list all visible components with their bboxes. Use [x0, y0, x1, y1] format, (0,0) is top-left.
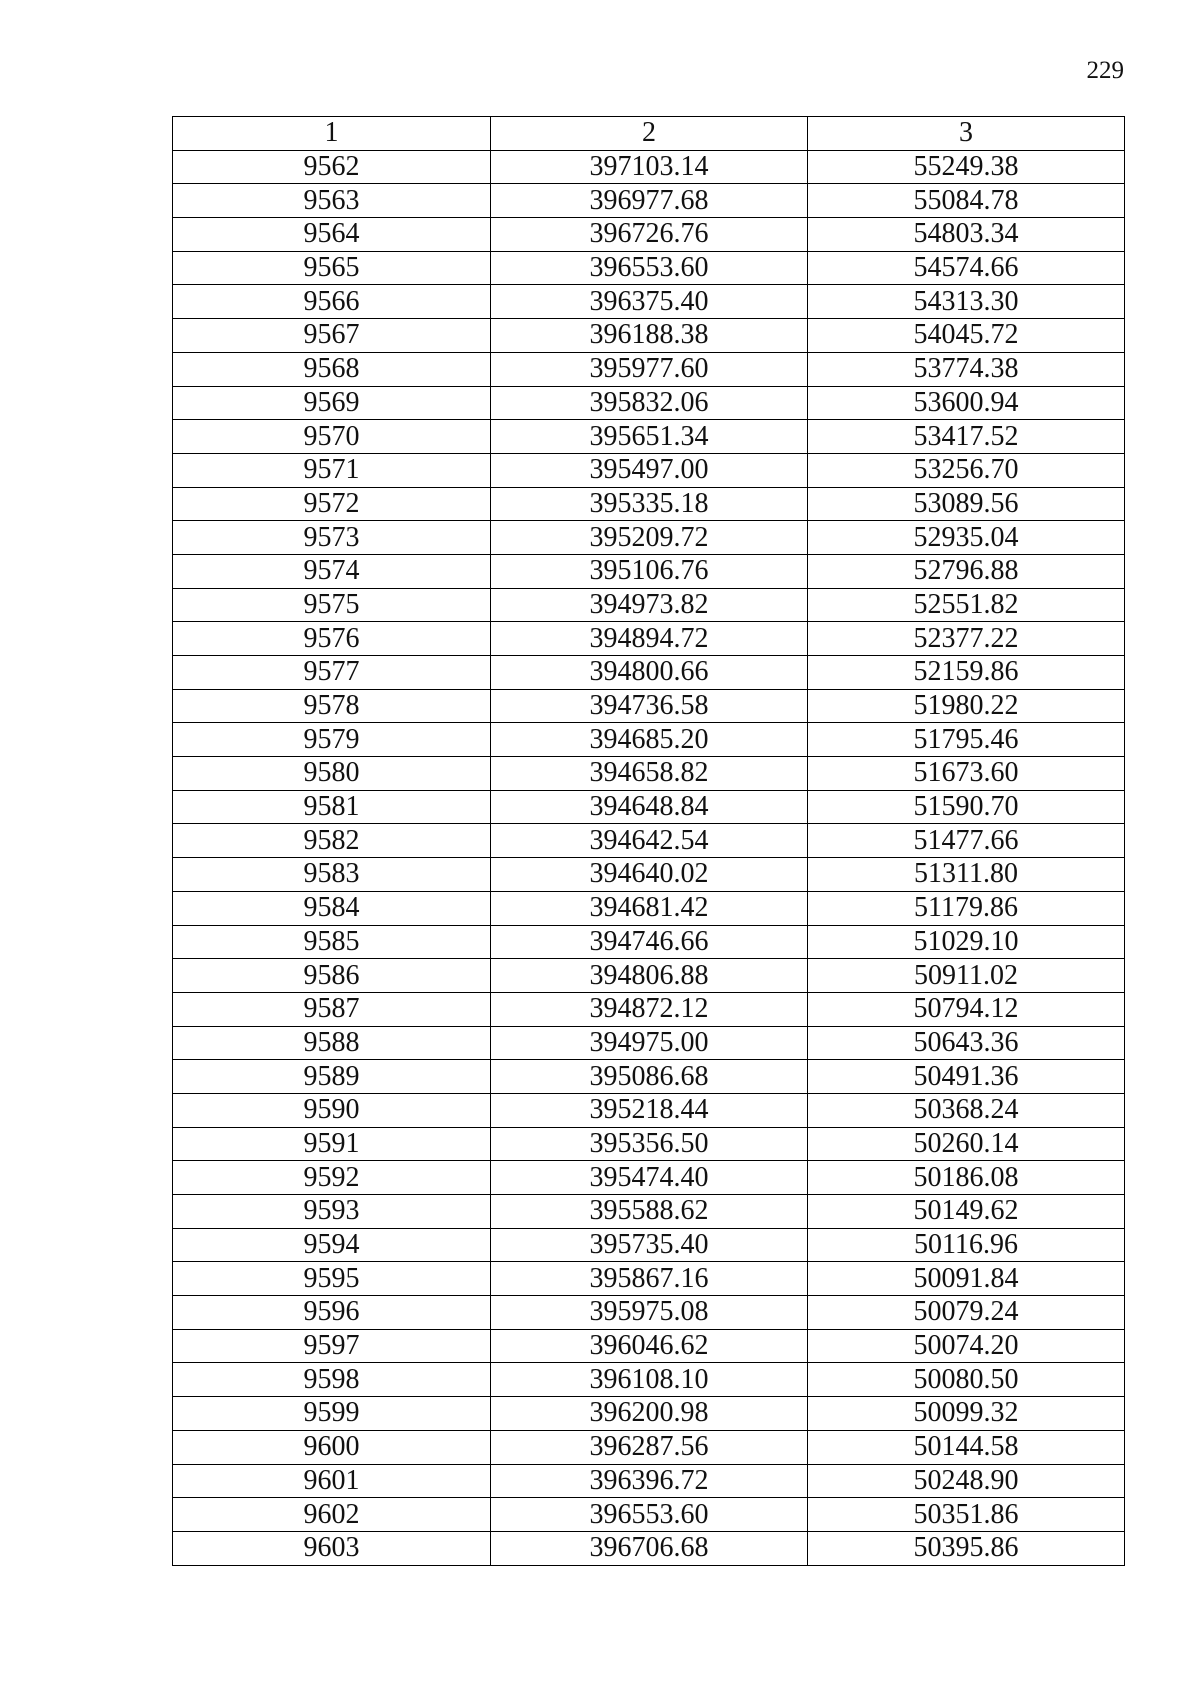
- table-cell-col-1: 9589: [173, 1060, 491, 1094]
- table-cell-col-1: 9579: [173, 723, 491, 757]
- table-cell-col-3: 55249.38: [808, 150, 1125, 184]
- table-cell-col-2: 394746.66: [491, 925, 808, 959]
- table-row: [173, 790, 1125, 824]
- table-cell-col-2: 395474.40: [491, 1161, 808, 1195]
- table-cell-col-2: 397103.14: [491, 150, 808, 184]
- table-cell-col-2: 394894.72: [491, 622, 808, 656]
- table-cell-col-3: 51477.66: [808, 824, 1125, 858]
- table-cell-col-1: 9592: [173, 1161, 491, 1195]
- table-cell-col-2: 395867.16: [491, 1262, 808, 1296]
- table-cell-col-2: 395588.62: [491, 1195, 808, 1229]
- table-cell-col-1: 9591: [173, 1127, 491, 1161]
- table-cell-col-2: 394648.84: [491, 790, 808, 824]
- table-header: [173, 117, 1125, 151]
- table-cell-col-3: 50794.12: [808, 992, 1125, 1026]
- table-cell-col-1: 9567: [173, 319, 491, 353]
- table-cell-col-3: 50091.84: [808, 1262, 1125, 1296]
- table-cell-col-2: 394681.42: [491, 891, 808, 925]
- table-cell-col-2: 395977.60: [491, 352, 808, 386]
- table-cell-col-3: 51029.10: [808, 925, 1125, 959]
- table-cell-col-2: 395356.50: [491, 1127, 808, 1161]
- table-cell-col-1: 9564: [173, 218, 491, 252]
- table-cell-col-2: 394975.00: [491, 1026, 808, 1060]
- table-cell-col-3: 51311.80: [808, 858, 1125, 892]
- table-header-cell-col-1: 1: [173, 117, 491, 151]
- table-row: [173, 420, 1125, 454]
- table-cell-col-2: 396046.62: [491, 1329, 808, 1363]
- table-cell-col-2: 394658.82: [491, 757, 808, 791]
- table-cell-col-1: 9593: [173, 1195, 491, 1229]
- table-cell-col-2: 395106.76: [491, 554, 808, 588]
- table-cell-col-2: 395735.40: [491, 1228, 808, 1262]
- table-row: [173, 1093, 1125, 1127]
- table-cell-col-3: 53256.70: [808, 453, 1125, 487]
- table-cell-col-3: 50248.90: [808, 1464, 1125, 1498]
- table-cell-col-2: 394872.12: [491, 992, 808, 1026]
- table-cell-col-3: 50116.96: [808, 1228, 1125, 1262]
- table-cell-col-2: 396553.60: [491, 251, 808, 285]
- table-row: [173, 925, 1125, 959]
- table-cell-col-2: 395832.06: [491, 386, 808, 420]
- table-cell-col-3: 52377.22: [808, 622, 1125, 656]
- table-cell-col-3: 51673.60: [808, 757, 1125, 791]
- coordinates-table: [172, 116, 1125, 1566]
- table-row: [173, 218, 1125, 252]
- table-cell-col-1: 9599: [173, 1397, 491, 1431]
- table-cell-col-1: 9568: [173, 352, 491, 386]
- table-cell-col-3: 53600.94: [808, 386, 1125, 420]
- table-cell-col-2: 394973.82: [491, 588, 808, 622]
- table-cell-col-3: 55084.78: [808, 184, 1125, 218]
- table-row: [173, 824, 1125, 858]
- table-cell-col-1: 9590: [173, 1093, 491, 1127]
- table-cell-col-2: 395218.44: [491, 1093, 808, 1127]
- table-cell-col-3: 50074.20: [808, 1329, 1125, 1363]
- table-cell-col-2: 394685.20: [491, 723, 808, 757]
- table-cell-col-1: 9600: [173, 1430, 491, 1464]
- table-row: [173, 723, 1125, 757]
- table-cell-col-2: 396108.10: [491, 1363, 808, 1397]
- table-cell-col-1: 9563: [173, 184, 491, 218]
- table-cell-col-3: 50491.36: [808, 1060, 1125, 1094]
- table-cell-col-1: 9576: [173, 622, 491, 656]
- table-cell-col-3: 51590.70: [808, 790, 1125, 824]
- table-cell-col-1: 9601: [173, 1464, 491, 1498]
- table-row: [173, 521, 1125, 555]
- table-row: [173, 251, 1125, 285]
- table-cell-col-2: 395209.72: [491, 521, 808, 555]
- table-cell-col-2: 395335.18: [491, 487, 808, 521]
- table-cell-col-2: 394800.66: [491, 656, 808, 690]
- table-row: [173, 386, 1125, 420]
- table-cell-col-1: 9602: [173, 1498, 491, 1532]
- table-cell-col-2: 394642.54: [491, 824, 808, 858]
- table-row: [173, 1195, 1125, 1229]
- table-row: [173, 1464, 1125, 1498]
- table-cell-col-1: 9581: [173, 790, 491, 824]
- table-cell-col-3: 53417.52: [808, 420, 1125, 454]
- table-cell-col-2: 396188.38: [491, 319, 808, 353]
- table-row: [173, 1296, 1125, 1330]
- table-cell-col-1: 9570: [173, 420, 491, 454]
- table-header-row: [173, 117, 1125, 151]
- table-row: [173, 319, 1125, 353]
- page-number: 229: [1086, 57, 1124, 84]
- table-cell-col-3: 50643.36: [808, 1026, 1125, 1060]
- table-cell-col-1: 9577: [173, 656, 491, 690]
- table-row: [173, 588, 1125, 622]
- table-cell-col-3: 50079.24: [808, 1296, 1125, 1330]
- table-cell-col-1: 9562: [173, 150, 491, 184]
- table-row: [173, 757, 1125, 791]
- table-row: [173, 1127, 1125, 1161]
- table-cell-col-3: 50099.32: [808, 1397, 1125, 1431]
- table-row: [173, 150, 1125, 184]
- table-cell-col-1: 9587: [173, 992, 491, 1026]
- table-cell-col-1: 9565: [173, 251, 491, 285]
- table-row: [173, 1363, 1125, 1397]
- table-cell-col-3: 52551.82: [808, 588, 1125, 622]
- table-row: [173, 622, 1125, 656]
- table-cell-col-3: 53774.38: [808, 352, 1125, 386]
- table-cell-col-2: 396396.72: [491, 1464, 808, 1498]
- table-row: [173, 1060, 1125, 1094]
- table-cell-col-3: 50911.02: [808, 959, 1125, 993]
- table-cell-col-3: 54045.72: [808, 319, 1125, 353]
- table-cell-col-3: 51795.46: [808, 723, 1125, 757]
- table-cell-col-2: 394806.88: [491, 959, 808, 993]
- table-row: [173, 1498, 1125, 1532]
- table-cell-col-2: 396553.60: [491, 1498, 808, 1532]
- table-row: [173, 992, 1125, 1026]
- table-cell-col-1: 9595: [173, 1262, 491, 1296]
- table-cell-col-1: 9585: [173, 925, 491, 959]
- table-cell-col-3: 52935.04: [808, 521, 1125, 555]
- table-cell-col-3: 51179.86: [808, 891, 1125, 925]
- table-row: [173, 1026, 1125, 1060]
- table-cell-col-3: 50260.14: [808, 1127, 1125, 1161]
- table-row: [173, 453, 1125, 487]
- table-cell-col-1: 9598: [173, 1363, 491, 1397]
- table-cell-col-3: 50080.50: [808, 1363, 1125, 1397]
- table-cell-col-3: 54574.66: [808, 251, 1125, 285]
- table-cell-col-1: 9573: [173, 521, 491, 555]
- table-body: [173, 150, 1125, 1565]
- table-row: [173, 1228, 1125, 1262]
- table-cell-col-1: 9588: [173, 1026, 491, 1060]
- table-cell-col-3: 50368.24: [808, 1093, 1125, 1127]
- table-cell-col-1: 9596: [173, 1296, 491, 1330]
- table-cell-col-3: 50149.62: [808, 1195, 1125, 1229]
- table-cell-col-2: 396200.98: [491, 1397, 808, 1431]
- table-cell-col-3: 53089.56: [808, 487, 1125, 521]
- table-header-cell-col-2: 2: [491, 117, 808, 151]
- table-row: [173, 891, 1125, 925]
- table-cell-col-1: 9572: [173, 487, 491, 521]
- table-cell-col-1: 9571: [173, 453, 491, 487]
- table-cell-col-3: 52159.86: [808, 656, 1125, 690]
- table-cell-col-3: 51980.22: [808, 689, 1125, 723]
- table-row: [173, 1262, 1125, 1296]
- table-row: [173, 554, 1125, 588]
- table-row: [173, 689, 1125, 723]
- table-cell-col-2: 396977.68: [491, 184, 808, 218]
- table-cell-col-3: 54803.34: [808, 218, 1125, 252]
- table-row: [173, 656, 1125, 690]
- table-header-cell-col-3: 3: [808, 117, 1125, 151]
- table-row: [173, 1161, 1125, 1195]
- table-row: [173, 184, 1125, 218]
- table-cell-col-1: 9569: [173, 386, 491, 420]
- table-cell-col-2: 395086.68: [491, 1060, 808, 1094]
- table-cell-col-3: 54313.30: [808, 285, 1125, 319]
- table-cell-col-1: 9603: [173, 1531, 491, 1565]
- table-row: [173, 1329, 1125, 1363]
- table-cell-col-2: 395651.34: [491, 420, 808, 454]
- table-cell-col-1: 9566: [173, 285, 491, 319]
- table-cell-col-2: 394736.58: [491, 689, 808, 723]
- table-cell-col-2: 396375.40: [491, 285, 808, 319]
- table-cell-col-2: 395497.00: [491, 453, 808, 487]
- table-cell-col-1: 9582: [173, 824, 491, 858]
- table-cell-col-2: 396706.68: [491, 1531, 808, 1565]
- table-cell-col-1: 9575: [173, 588, 491, 622]
- table-row: [173, 1531, 1125, 1565]
- table-cell-col-3: 50144.58: [808, 1430, 1125, 1464]
- table-row: [173, 1430, 1125, 1464]
- table-cell-col-3: 50395.86: [808, 1531, 1125, 1565]
- table-cell-col-1: 9583: [173, 858, 491, 892]
- table-cell-col-2: 396726.76: [491, 218, 808, 252]
- table-row: [173, 285, 1125, 319]
- table-cell-col-1: 9586: [173, 959, 491, 993]
- table-cell-col-1: 9574: [173, 554, 491, 588]
- table-row: [173, 1397, 1125, 1431]
- table-row: [173, 959, 1125, 993]
- table-cell-col-2: 395975.08: [491, 1296, 808, 1330]
- table-row: [173, 487, 1125, 521]
- table-cell-col-3: 50186.08: [808, 1161, 1125, 1195]
- table-row: [173, 352, 1125, 386]
- table-cell-col-2: 394640.02: [491, 858, 808, 892]
- table-cell-col-2: 396287.56: [491, 1430, 808, 1464]
- table-cell-col-1: 9580: [173, 757, 491, 791]
- table-cell-col-1: 9597: [173, 1329, 491, 1363]
- table-row: [173, 858, 1125, 892]
- table-cell-col-3: 52796.88: [808, 554, 1125, 588]
- table-cell-col-1: 9578: [173, 689, 491, 723]
- table-cell-col-1: 9594: [173, 1228, 491, 1262]
- table-cell-col-3: 50351.86: [808, 1498, 1125, 1532]
- table-cell-col-1: 9584: [173, 891, 491, 925]
